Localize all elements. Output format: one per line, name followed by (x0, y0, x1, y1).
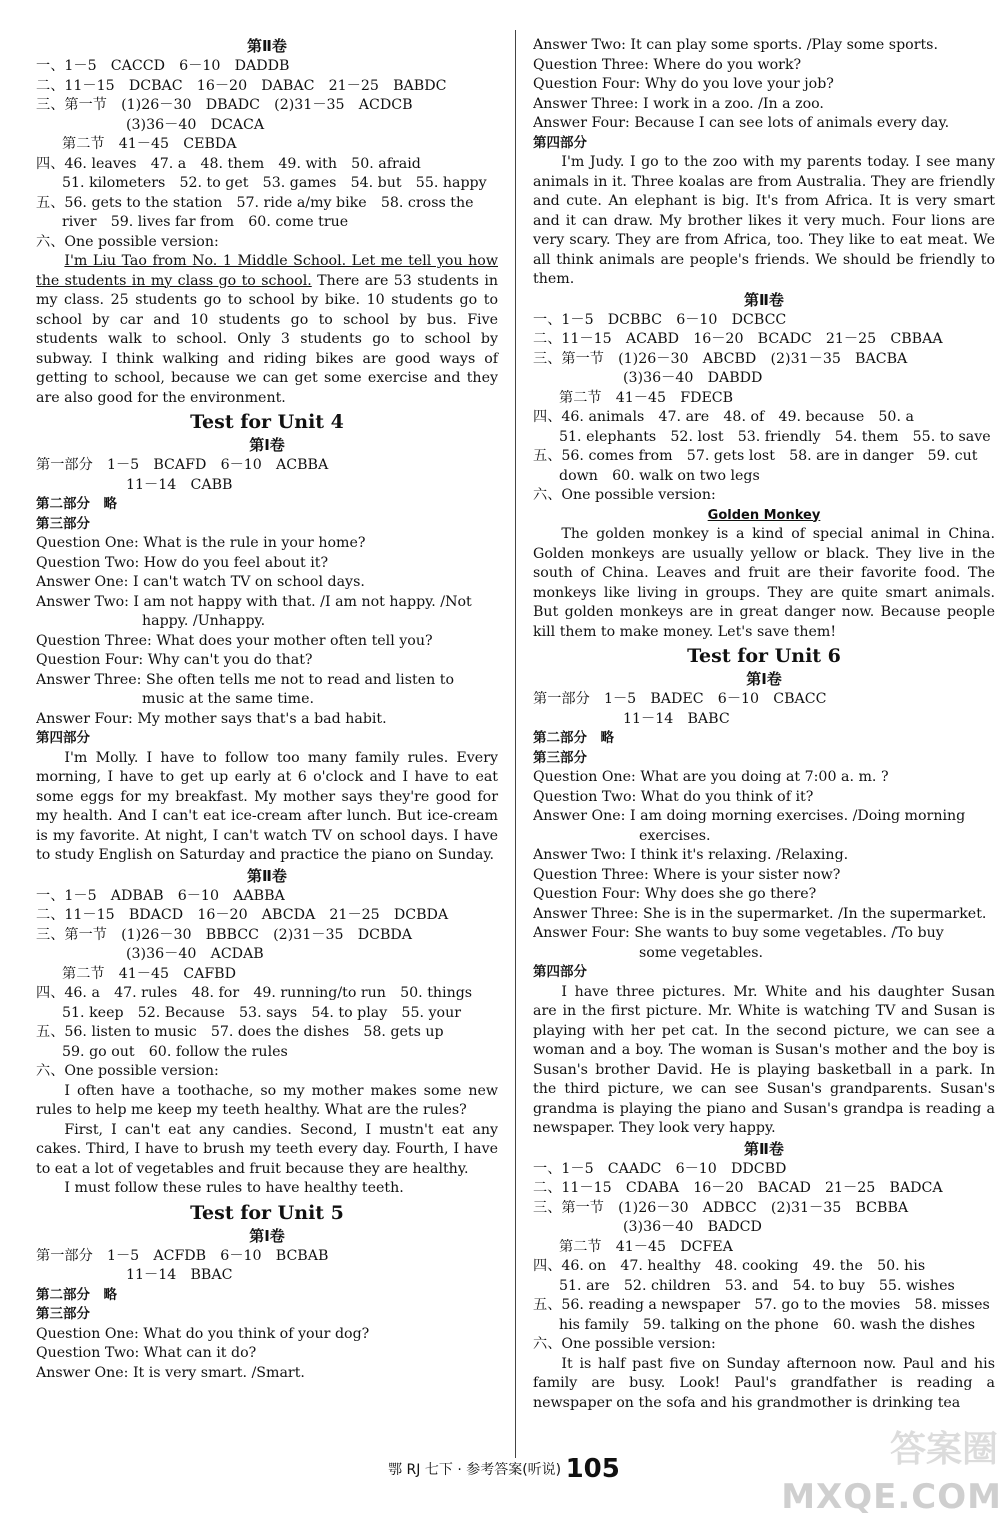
answer-line: 二、11－15 DCBAC 16－20 DABAC 21－25 BABDC (36, 77, 447, 94)
answer-line: 第一部分 1－5 ACFDB 6－10 BCBAB (36, 1247, 329, 1264)
paragraph (36, 1082, 498, 1121)
answer-line: Answer One: It is very smart. /Smart. (36, 1364, 305, 1381)
paragraph (36, 252, 498, 408)
paragraph-block (533, 983, 995, 1139)
answer-line: Question Three: What does your mother often tell you? (36, 632, 433, 649)
paragraph (533, 153, 995, 290)
paragraph-text: I'm Judy. I go to the zoo with my parents today. I see many animals in it. Three koalas are from Australia. They are friendly and cute. An elephant is big. It's from Africa. It is very smart and it can draw. My brother likes it very much. Four lions are very scary. They are from Africa, too. They like to eat meat. We all think animals are people's friends. We should be friendly to them. (533, 154, 995, 287)
paragraph-block (533, 1355, 995, 1414)
section-label: 第三部分 (36, 1306, 90, 1322)
answer-line: 一、1－5 CAADC 6－10 DDCBD (533, 1160, 787, 1177)
answer-line: 第二节 41－45 CEBDA (62, 136, 237, 152)
watermark-url: MXQE.COM (781, 1477, 1002, 1517)
paragraph (533, 983, 995, 1139)
answer-line: 四、46. animals 47. are 48. of 49. because 50. a (533, 409, 914, 425)
answer-line: 第一部分 1－5 BCAFD 6－10 ACBBA (36, 457, 329, 473)
left-column (36, 36, 498, 1383)
essay-title: Golden Monkey (707, 507, 821, 523)
answer-line: 一、1－5 CACCD 6－10 DADDB (36, 58, 290, 74)
paragraph (533, 1355, 995, 1414)
answer-line: 二、11－15 ACABD 16－20 BCADC 21－25 CBBAA (533, 331, 943, 347)
answer-line: 三、第一节 (1)26－30 ADBCC (2)31－35 BCBBA (533, 1199, 909, 1216)
paragraph-block (36, 1082, 498, 1199)
answer-line: 11－14 BABC (623, 710, 730, 727)
answer-line: 51. elephants 52. lost 53. friendly 54. them 55. to save (559, 428, 991, 445)
section-label: 第三部分 (36, 515, 90, 532)
answer-line: 11－14 BBAC (126, 1267, 233, 1283)
section-label: 第四部分 (533, 964, 587, 980)
section-label: 第二部分 略 (36, 1286, 117, 1303)
answer-line: Question Four: Why do you love your job? (533, 76, 834, 92)
answer-line: 51. kilometers 52. to get 53. games 54. but 55. happy (62, 175, 487, 191)
paragraph-text: First, I can't eat any candies. Second, I mustn't eat any cakes. Third, I have to brush my teeth every day. Fourth, I have to eat a lot of vegetables and fruit because they are healthy. (36, 1121, 498, 1177)
answer-line: Answer Two: I think it's relaxing. /Relaxing. (533, 847, 849, 863)
paragraph-block (36, 749, 498, 866)
answer-line: (3)36－40 DABDD (623, 370, 763, 386)
paragraph (36, 749, 498, 866)
answer-line: (3)36－40 ACDAB (126, 946, 264, 962)
answer-line: 五、56. listen to music 57. does the dishes 58. gets up (36, 1024, 444, 1040)
answer-line: Answer Four: Because I can see lots of animals every day. (533, 115, 950, 131)
column-divider (515, 30, 516, 1458)
volume-heading: 第Ⅰ卷 (746, 670, 782, 688)
answer-line: down 60. walk on two legs (559, 467, 760, 484)
paragraph-text: I often have a toothache, so my mother makes some new rules to help me keep my teeth healthy. What are the rules? (36, 1082, 498, 1118)
answer-line: Answer Three: She is in the supermarket. /In the supermarket. (533, 905, 987, 922)
answer-line: 六、One possible version: (533, 1336, 716, 1352)
paragraph (36, 1121, 498, 1180)
answer-line: 一、1－5 DCBBC 6－10 DCBCC (533, 311, 787, 328)
paragraph (36, 1179, 498, 1199)
paragraph-text: The golden monkey is a kind of special animal in China. Golden monkeys are usually yellow or black. They live in the south of China. Leaves and fruit are their favorite food. The monkeys like living in groups. They are quite smart animals. But golden monkeys are in great danger now. Because people kill them to make money. Let's save them! (533, 526, 995, 640)
answer-line: 二、11－15 CDABA 16－20 BACAD 21－25 BADCA (533, 1180, 943, 1196)
section-label: 第二部分 略 (533, 730, 614, 746)
answer-line: (3)36－40 DCACA (126, 116, 265, 133)
paragraph-text: It is half past five on Sunday afternoon now. Paul and his family are busy. Look! Paul's grandfather is reading a newspaper on the sofa and his grandmother is drinking tea (533, 1355, 995, 1411)
answer-line: Answer Four: My mother says that's a bad habit. (36, 710, 387, 727)
unit-title: Test for Unit 6 (687, 645, 841, 667)
answer-line: Answer Three: I work in a zoo. /In a zoo. (533, 95, 824, 112)
volume-heading: 第Ⅱ卷 (247, 37, 287, 55)
answer-line: Question Four: Why does she go there? (533, 886, 817, 902)
answer-line: 五、56. reading a newspaper 57. go to the movies 58. misses (533, 1297, 990, 1313)
answer-line: Answer One: I can't watch TV on school days. (36, 574, 365, 590)
answer-line: 四、46. leaves 47. a 48. them 49. with 50. afraid (36, 155, 421, 172)
answer-line: 第二节 41－45 FDECB (559, 389, 734, 406)
answer-line: Answer Three: She often tells me not to read and listen to (36, 671, 454, 688)
answer-line: 四、46. a 47. rules 48. for 49. running/to run 50. things (36, 985, 473, 1001)
answer-line: 三、第一节 (1)26－30 ABCBD (2)31－35 BACBA (533, 350, 908, 367)
answer-line: 三、第一节 (1)26－30 BBBCC (2)31－35 DCBDA (36, 926, 412, 943)
page-number: 105 (565, 1454, 620, 1484)
paragraph-text: I must follow these rules to have healthy teeth. (64, 1180, 404, 1196)
answer-line: Question Two: What can it do? (36, 1345, 257, 1361)
answer-line: Question Three: Where is your sister now? (533, 866, 841, 883)
answer-line: Answer Two: It can play some sports. /Play some sports. (533, 37, 938, 53)
paragraph-text: I'm Molly. I have to follow too many family rules. Every morning, I have to get up early at 6 o'clock and I have to eat some eggs for my breakfast. My mother says they're good for my health. And I can't eat ice-cream after lunch. But ice-cream is my favorite. At night, I can't watch TV on school days. I have to study English on Saturday and practice the piano on Sunday. (36, 749, 498, 863)
answer-line: 六、One possible version: (533, 487, 716, 503)
volume-heading: 第Ⅱ卷 (744, 1139, 784, 1158)
paragraph (533, 525, 995, 642)
section-label: 第二部分 略 (36, 496, 117, 512)
volume-heading: 第Ⅱ卷 (744, 290, 784, 309)
paragraph-text: There are 53 students in my class. 25 students go to school by bike. 10 students go to school by car and 10 students go to school by bus. Five students walk to school. Only 3 students go to school by subway. I think walking and riding bikes are good ways of getting to school, because we can get some exercise and they are also good for the environment. (36, 272, 498, 406)
answer-line: 五、56. gets to the station 57. ride a/my bike 58. cross the (36, 194, 474, 211)
watermark-logo: 答案圈 (889, 1429, 998, 1470)
volume-heading: 第Ⅰ卷 (249, 436, 285, 454)
answer-line: 第二节 41－45 CAFBD (62, 965, 236, 982)
answer-line: 四、46. on 47. healthy 48. cooking 49. the 50. his (533, 1258, 926, 1274)
answer-line: some vegetables. (639, 944, 764, 961)
answer-line: Question Four: Why can't you do that? (36, 652, 313, 668)
section-label: 第四部分 (533, 134, 587, 151)
answer-line: happy. /Unhappy. (142, 613, 266, 629)
volume-heading: 第Ⅰ卷 (249, 1226, 285, 1245)
underlined-sentence: I'm Liu Tao from No. 1 Middle School. Let me tell you how the students in my class go to school. (36, 253, 498, 289)
paragraph-block (533, 153, 995, 290)
answer-line: 二、11－15 BDACD 16－20 ABCDA 21－25 DCBDA (36, 907, 449, 923)
answer-line: Question Two: What do you think of it? (533, 788, 814, 805)
right-column (533, 36, 995, 1413)
answer-line: 第二节 41－45 DCFEA (559, 1238, 733, 1255)
answer-line: Answer Two: I am not happy with that. /I am not happy. /Not (36, 593, 472, 610)
volume-heading: 第Ⅱ卷 (247, 866, 287, 885)
answer-line: 第一部分 1－5 BADEC 6－10 CBACC (533, 691, 827, 707)
section-label: 第三部分 (533, 749, 587, 766)
answer-line: 六、One possible version: (36, 233, 219, 250)
answer-line: his family 59. talking on the phone 60. wash the dishes (559, 1316, 976, 1333)
paragraph-block (533, 525, 995, 642)
unit-title: Test for Unit 5 (190, 1201, 344, 1224)
answer-line: 51. are 52. children 53. and 54. to buy 55. wishes (559, 1277, 955, 1294)
answer-line: exercises. (639, 827, 711, 844)
answer-line: Question One: What are you doing at 7:00 a. m. ? (533, 769, 889, 785)
section-label: 第四部分 (36, 730, 90, 746)
answer-line: 59. go out 60. follow the rules (62, 1043, 288, 1060)
answer-line: music at the same time. (142, 691, 314, 707)
paragraph-text: I have three pictures. Mr. White and his daughter Susan are in the first picture. Mr. White is watching TV and Susan is playing with her pet cat. In the second picture, we can see a woman and a boy. The woman is Susan's mother and the boy is Susan's brother David. He is playing basketball in a park. In the third picture, we can see Susan's grandparents. Susan's grandma is playing the piano and Susan's grandpa is reading a newspaper. They look very happy. (533, 983, 995, 1136)
answer-line: 三、第一节 (1)26－30 DBADC (2)31－35 ACDCB (36, 97, 413, 113)
answer-line: (3)36－40 BADCD (623, 1219, 762, 1235)
answer-line: 51. keep 52. Because 53. says 54. to play 55. your (62, 1004, 461, 1021)
answer-line: Question One: What do you think of your dog? (36, 1325, 370, 1342)
answer-line: 一、1－5 ADBAB 6－10 AABBA (36, 887, 285, 904)
unit-title: Test for Unit 4 (190, 411, 344, 433)
answer-line: Question Two: How do you feel about it? (36, 554, 329, 571)
answer-line: Question Three: Where do you work? (533, 56, 802, 73)
answer-line: 五、56. comes from 57. gets lost 58. are in danger 59. cut (533, 448, 978, 464)
footer-label: 鄂 RJ 七下 · 参考答案(听说) (388, 1461, 562, 1478)
paragraph-block (36, 252, 498, 408)
answer-line: 11－14 CABB (126, 476, 233, 493)
answer-line: Answer Four: She wants to buy some vegetables. /To buy (533, 925, 944, 941)
answer-line: Question One: What is the rule in your home? (36, 535, 366, 551)
answer-line: river 59. lives far from 60. come true (62, 214, 349, 230)
answer-line: 六、One possible version: (36, 1063, 219, 1079)
answer-line: Answer One: I am doing morning exercises. /Doing morning (533, 808, 966, 824)
